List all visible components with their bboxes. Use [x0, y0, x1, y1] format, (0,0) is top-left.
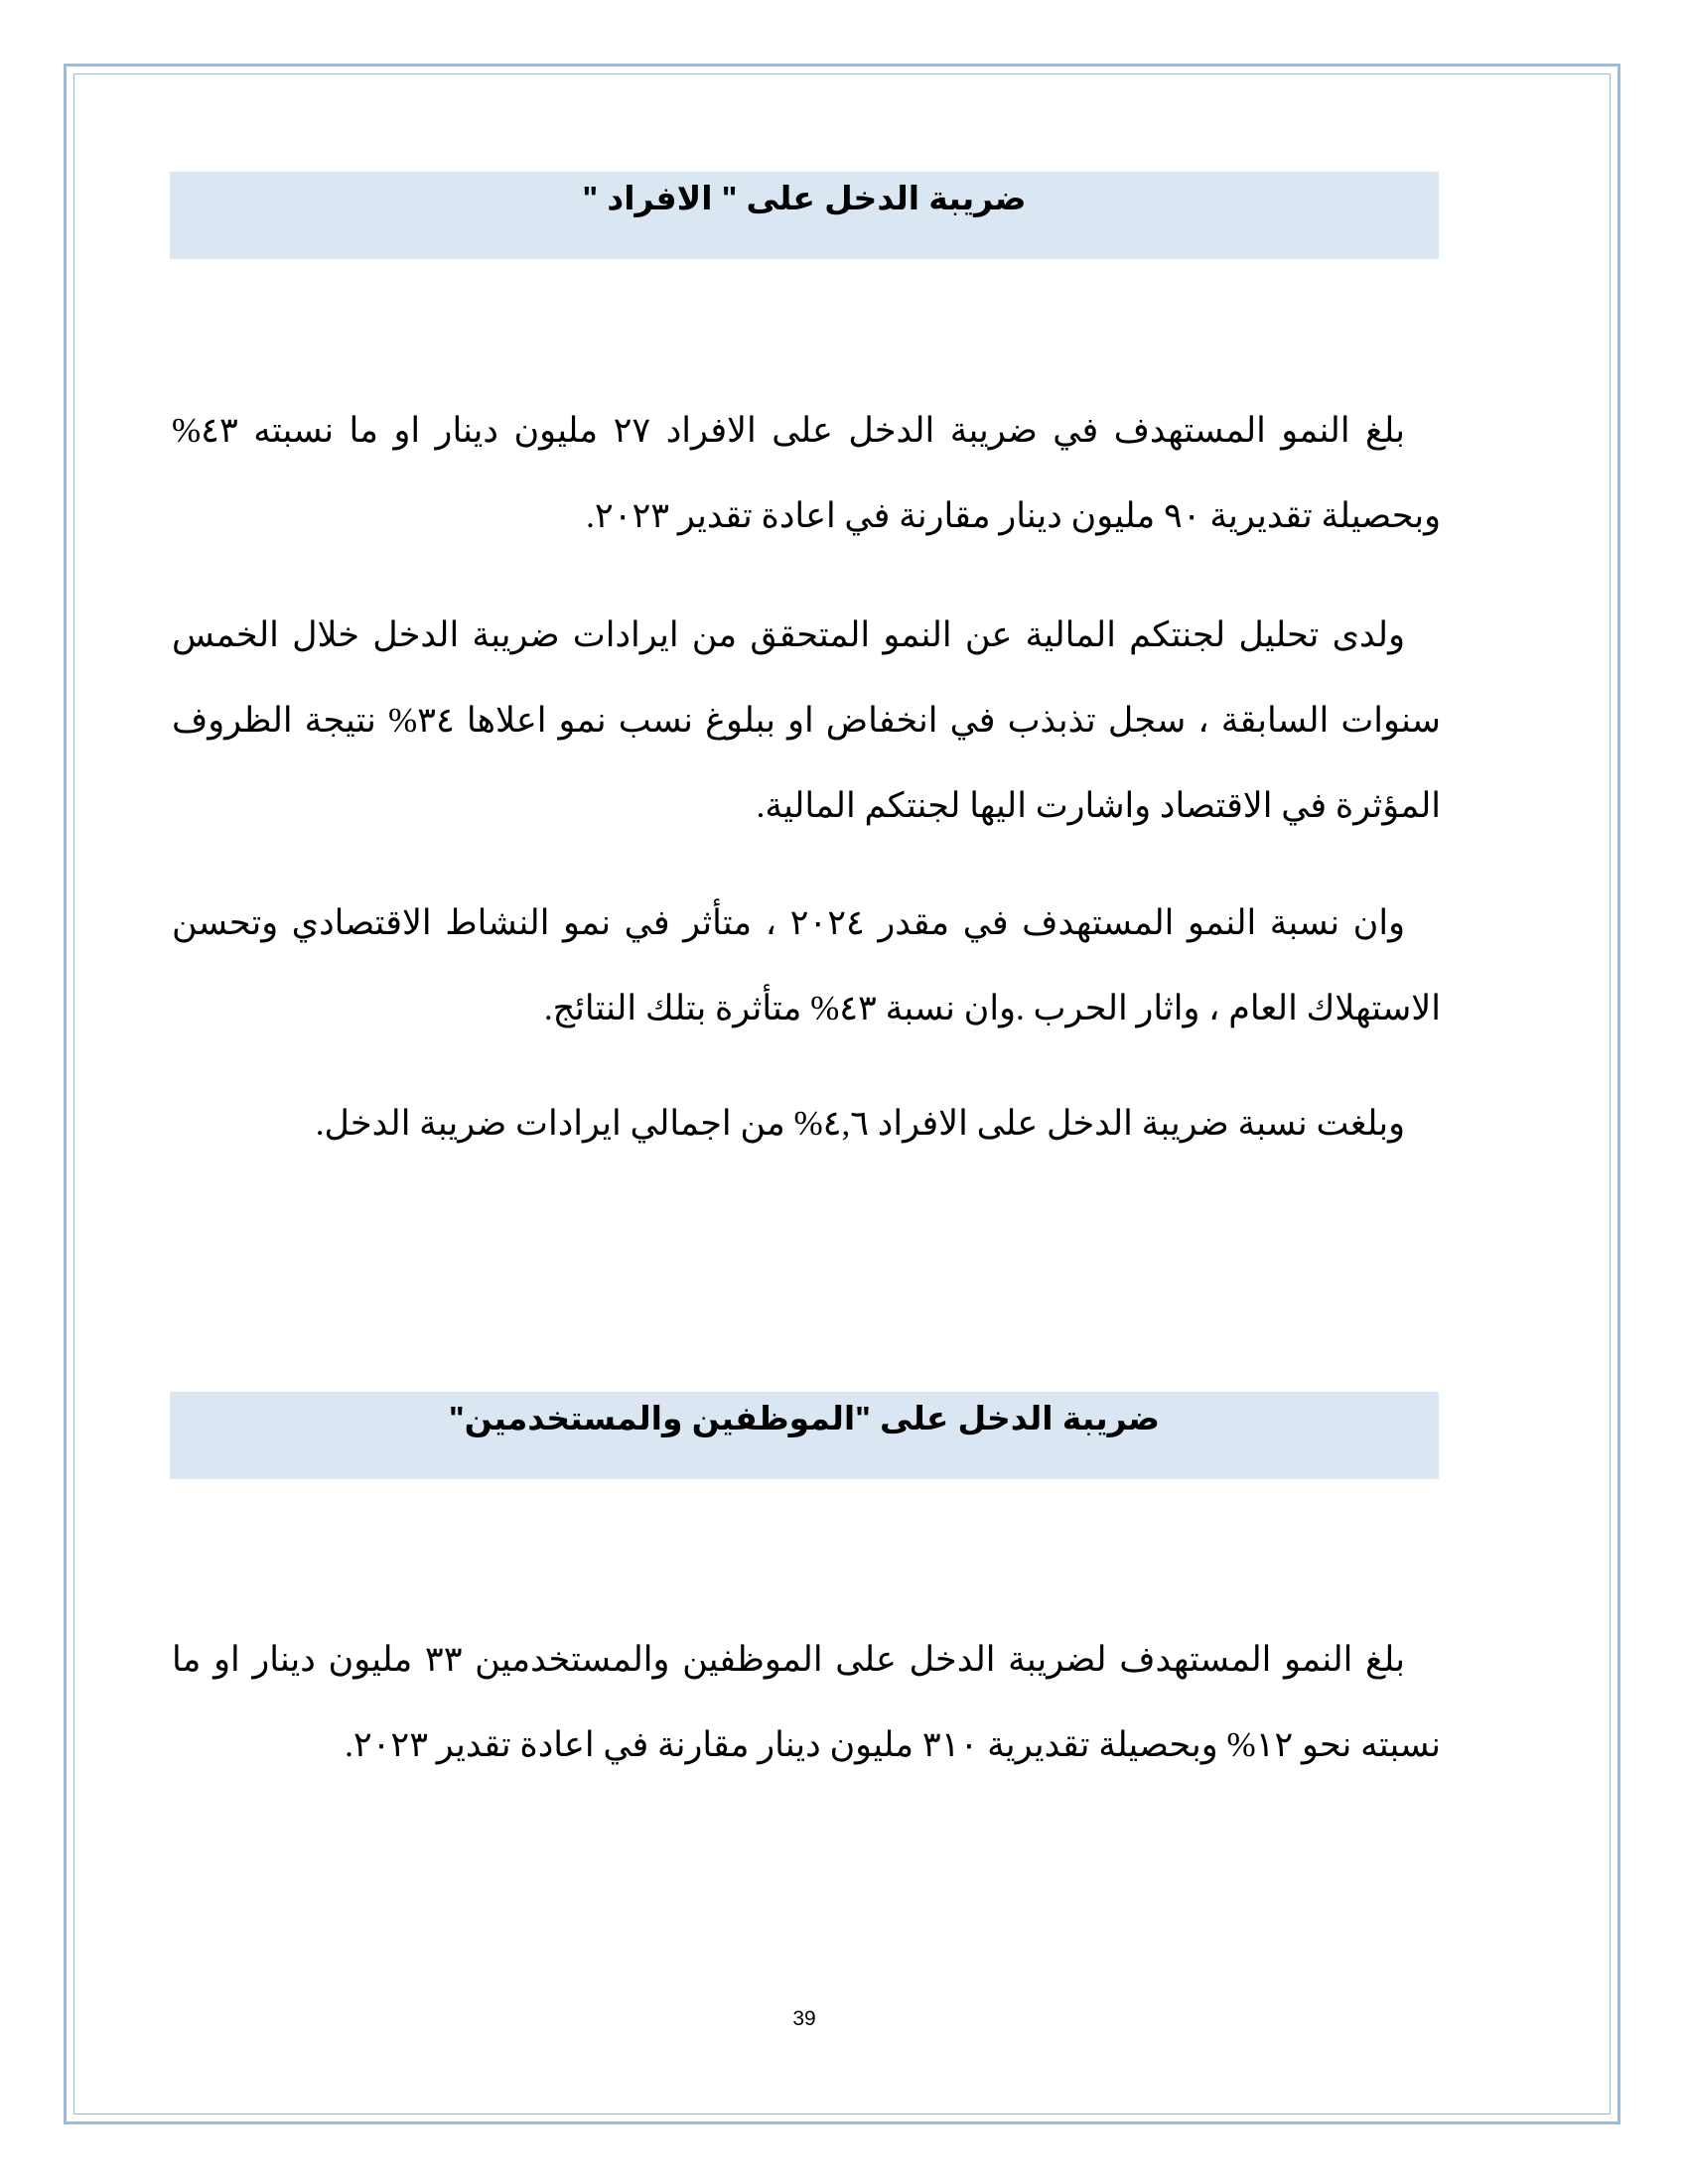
section-heading-individuals: ضريبة الدخل على " الافراد " [582, 179, 1027, 216]
paragraph-individuals-growth: بلغ النمو المستهدف في ضريبة الدخل على الافراد ٢٧ مليون دينار او ما نسبته ٤٣% وبحصيلة تقديرية ٩٠ مليون دينار مقارنة في اعادة تقدير ٢٠٢٣. [172, 411, 1441, 535]
page-number: 39 [792, 2007, 816, 2030]
paragraph-employees-growth: بلغ النمو المستهدف لضريبة الدخل على الموظفين والمستخدمين ٣٣ مليون دينار او ما نسبته نحو ١٢% وبحصيلة تقديرية ٣١٠ مليون دينار مقارنة في اعادة تقدير ٢٠٢٣. [172, 1640, 1441, 1764]
paragraph-individuals-share: وبلغت نسبة ضريبة الدخل على الافراد ٤,٦% من اجمالي ايرادات ضريبة الدخل. [315, 1104, 1405, 1143]
section-heading-employees: ضريبة الدخل على "الموظفين والمستخدمين" [449, 1399, 1161, 1436]
section-heading-band-employees [170, 1392, 1439, 1479]
section-heading-band-individuals [170, 172, 1439, 259]
paragraph-committee-analysis: ولدى تحليل لجنتكم المالية عن النمو المتحقق من ايرادات ضريبة الدخل خلال الخمس سنوات السابقة ، سجل تذبذب في انخفاض او ببلوغ نسب نمو اعلاها ٣٤% نتيجة الظروف المؤثرة في الاقتصاد واشارت اليها لجنتكم المالية. [172, 615, 1441, 825]
paragraph-2024-estimate: وان نسبة النمو المستهدف في مقدر ٢٠٢٤ ، متأثر في نمو النشاط الاقتصادي وتحسن الاستهلاك العام ، واثار الحرب .وان نسبة ٤٣% متأثرة بتلك النتائج. [172, 903, 1441, 1027]
